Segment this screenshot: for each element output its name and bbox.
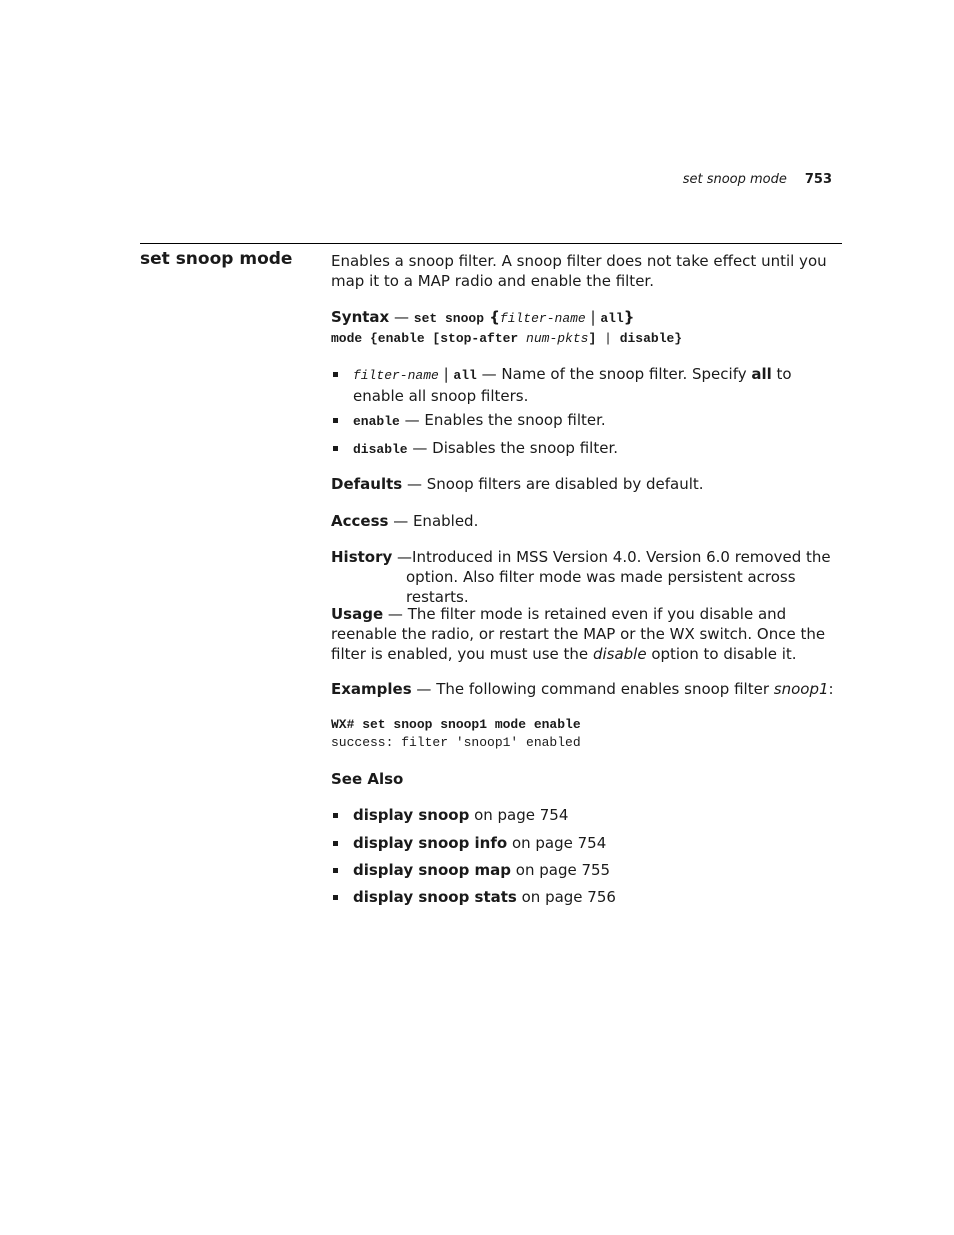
examples-label: Examples: [331, 680, 412, 698]
code-example: [331, 716, 581, 752]
code-output: success: filter 'snoop1' enabled: [331, 735, 581, 750]
param-desc-rest: to enable all snoop filters.: [353, 365, 792, 405]
bullet-icon: [333, 446, 338, 451]
code-command: WX# set snoop snoop1 mode enable: [331, 717, 581, 732]
defaults-paragraph: [331, 474, 843, 494]
history-label: History: [331, 548, 393, 566]
see-also-page: on page 755: [511, 861, 611, 879]
bullet-icon: [333, 841, 338, 846]
usage-italic: disable: [592, 645, 647, 663]
param-item: [331, 438, 843, 460]
examples-text: — The following command enables snoop filter: [411, 680, 774, 698]
syntax-block: [331, 307, 843, 349]
syntax-command: set snoop: [413, 311, 484, 326]
param-item: [331, 410, 843, 432]
see-also-item: [331, 887, 843, 907]
access-paragraph: [331, 511, 843, 531]
defaults-text: — Snoop filters are disabled by default.: [402, 475, 704, 493]
access-text: — Enabled.: [388, 512, 479, 530]
usage-text: — The filter mode is retained even if you disable and reenable the radio, or restart the MAP or the WX switch. Once the filter is enabled, you must use the: [331, 605, 826, 663]
syntax-keyword-all: all: [600, 311, 624, 326]
see-also-link[interactable]: display snoop map: [353, 861, 512, 879]
history-line1: —Introduced in MSS Version 4.0. Version 6.0 removed the: [392, 548, 831, 566]
param-desc: — Enables the snoop filter.: [399, 411, 606, 429]
usage-paragraph: [331, 604, 843, 664]
see-also-item: [331, 833, 843, 853]
examples-italic: snoop1: [773, 680, 829, 698]
param-desc: — Name of the snoop filter. Specify: [476, 365, 752, 383]
syntax-label: Syntax: [331, 308, 390, 326]
section-title: set snoop mode: [140, 249, 293, 269]
access-label: Access: [331, 512, 389, 530]
syntax-keyword-disable: disable}: [619, 331, 683, 346]
bullet-icon: [333, 895, 338, 900]
param-desc-bold: all: [751, 365, 772, 383]
usage-text-end: option to disable it.: [646, 645, 797, 663]
page-number: 753: [804, 172, 832, 187]
defaults-label: Defaults: [331, 475, 403, 493]
syntax-bracket-close: ]: [588, 331, 597, 346]
history-paragraph: [331, 547, 843, 607]
see-also-link[interactable]: display snoop info: [353, 834, 508, 852]
syntax-arg-filter-name: filter-name: [499, 311, 586, 326]
syntax-arg-num-pkts: num-pkts: [526, 331, 589, 346]
param-keyword: all: [453, 368, 477, 383]
examples-colon: :: [828, 680, 834, 698]
bullet-icon: [333, 372, 338, 377]
syntax-pipe: |: [585, 308, 601, 326]
param-item: [331, 364, 843, 406]
section-divider: [140, 243, 842, 244]
running-header: [600, 172, 832, 187]
param-pipe: |: [438, 365, 454, 383]
bullet-icon: [333, 418, 338, 423]
see-also-item: [331, 860, 843, 880]
running-title: set snoop mode: [682, 172, 787, 187]
see-also-link[interactable]: display snoop: [353, 806, 470, 824]
see-also-heading: See Also: [331, 770, 404, 788]
intro-paragraph: Enables a snoop filter. A snoop filter does not take effect until you map it to a MAP radio and enable the filter.: [331, 252, 827, 290]
syntax-dash: —: [389, 308, 414, 326]
see-also-page: on page 754: [469, 806, 569, 824]
param-arg: filter-name: [353, 368, 439, 383]
syntax-mode: mode {enable [stop-after: [331, 331, 527, 346]
syntax-brace-open: {: [484, 308, 500, 326]
param-desc: — Disables the snoop filter.: [407, 439, 619, 457]
see-also-link[interactable]: display snoop stats: [353, 888, 517, 906]
history-line2: option. Also filter mode was made persistent across restarts.: [406, 568, 796, 606]
see-also-item: [331, 805, 843, 825]
bullet-icon: [333, 868, 338, 873]
see-also-page: on page 756: [516, 888, 616, 906]
examples-paragraph: [331, 679, 843, 699]
usage-label: Usage: [331, 605, 384, 623]
param-keyword: enable: [353, 414, 400, 429]
syntax-pipe-2: |: [596, 331, 620, 346]
bullet-icon: [333, 813, 338, 818]
param-keyword: disable: [353, 442, 408, 457]
see-also-page: on page 754: [507, 834, 607, 852]
syntax-brace-close: }: [623, 308, 635, 326]
